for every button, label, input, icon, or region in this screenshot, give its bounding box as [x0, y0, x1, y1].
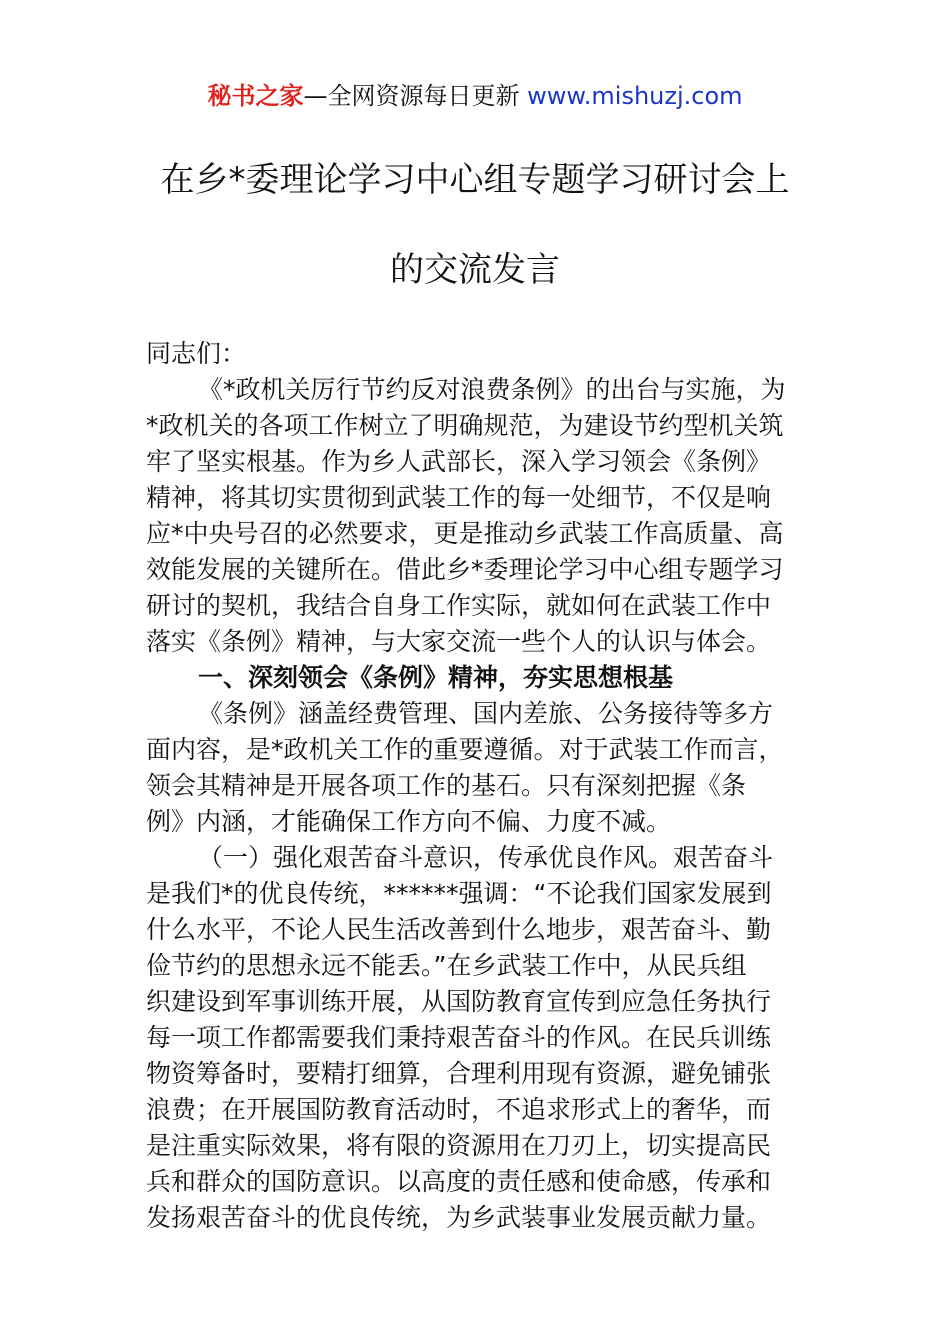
- paragraph-line: 效能发展的关键所在。借此乡*委理论学习中心组专题学习: [146, 555, 784, 584]
- paragraph-line: 例》内涵，才能确保工作方向不偏、力度不减。: [146, 807, 672, 836]
- paragraph-line: 织建设到军事训练开展，从国防教育宣传到应急任务执行: [146, 987, 772, 1016]
- paragraph-line: 兵和群众的国防意识。以高度的责任感和使命感，传承和: [146, 1167, 772, 1196]
- paragraph-line: 落实《条例》精神，与大家交流一些个人的认识与体会。: [146, 627, 772, 656]
- document-title-line-2: 的交流发言: [390, 250, 560, 290]
- paragraph-line: 面内容，是*政机关工作的重要遵循。对于武装工作而言，: [146, 735, 784, 764]
- paragraph-line: 牢了坚实根基。作为乡人武部长，深入学习领会《条例》: [146, 447, 772, 476]
- site-brand: 秘书之家: [207, 82, 304, 110]
- paragraph-line: 俭节约的思想永远不能丢。”在乡武装工作中，从民兵组: [146, 951, 747, 980]
- paragraph-line: 浪费；在开展国防教育活动时，不追求形式上的奢华，而: [146, 1095, 772, 1124]
- paragraph-line: 研讨的契机，我结合自身工作实际，就如何在武装工作中: [146, 591, 772, 620]
- paragraph-line: 《条例》涵盖经费管理、国内差旅、公务接待等多方: [198, 699, 774, 728]
- site-header: [0, 80, 950, 112]
- document-title-line-1: 在乡*委理论学习中心组专题学习研讨会上: [160, 160, 790, 200]
- paragraph-line: （一）强化艰苦奋斗意识，传承优良作风。艰苦奋斗: [198, 843, 774, 872]
- paragraph-line: 是注重实际效果，将有限的资源用在刀刃上，切实提高民: [146, 1131, 772, 1160]
- site-url[interactable]: www.mishuzj.com: [527, 82, 743, 110]
- paragraph-line: 物资筹备时，要精打细算，合理利用现有资源，避免铺张: [146, 1059, 772, 1088]
- paragraph-line: 《*政机关厉行节约反对浪费条例》的出台与实施，为: [198, 375, 786, 404]
- paragraph-line: 发扬艰苦奋斗的优良传统，为乡武装事业发展贡献力量。: [146, 1203, 772, 1232]
- paragraph-line: 什么水平，不论人民生活改善到什么地步，艰苦奋斗、勤: [146, 915, 772, 944]
- section-heading: 一、深刻领会《条例》精神，夯实思想根基: [198, 663, 674, 692]
- paragraph-line: 精神，将其切实贯彻到武装工作的每一处细节，不仅是响: [146, 483, 772, 512]
- site-tagline: —全网资源每日更新: [303, 82, 528, 110]
- paragraph-line: *政机关的各项工作树立了明确规范，为建设节约型机关筑: [146, 411, 784, 440]
- document-body: [146, 336, 810, 1236]
- paragraph-line: 领会其精神是开展各项工作的基石。只有深刻把握《条: [146, 771, 747, 800]
- paragraph-line: 是我们*的优良传统，******强调：“不论我们国家发展到: [146, 879, 772, 908]
- paragraph-line: 每一项工作都需要我们秉持艰苦奋斗的作风。在民兵训练: [146, 1023, 772, 1052]
- salutation: 同志们：: [146, 339, 247, 368]
- paragraph-line: 应*中央号召的必然要求，更是推动乡武装工作高质量、高: [146, 519, 784, 548]
